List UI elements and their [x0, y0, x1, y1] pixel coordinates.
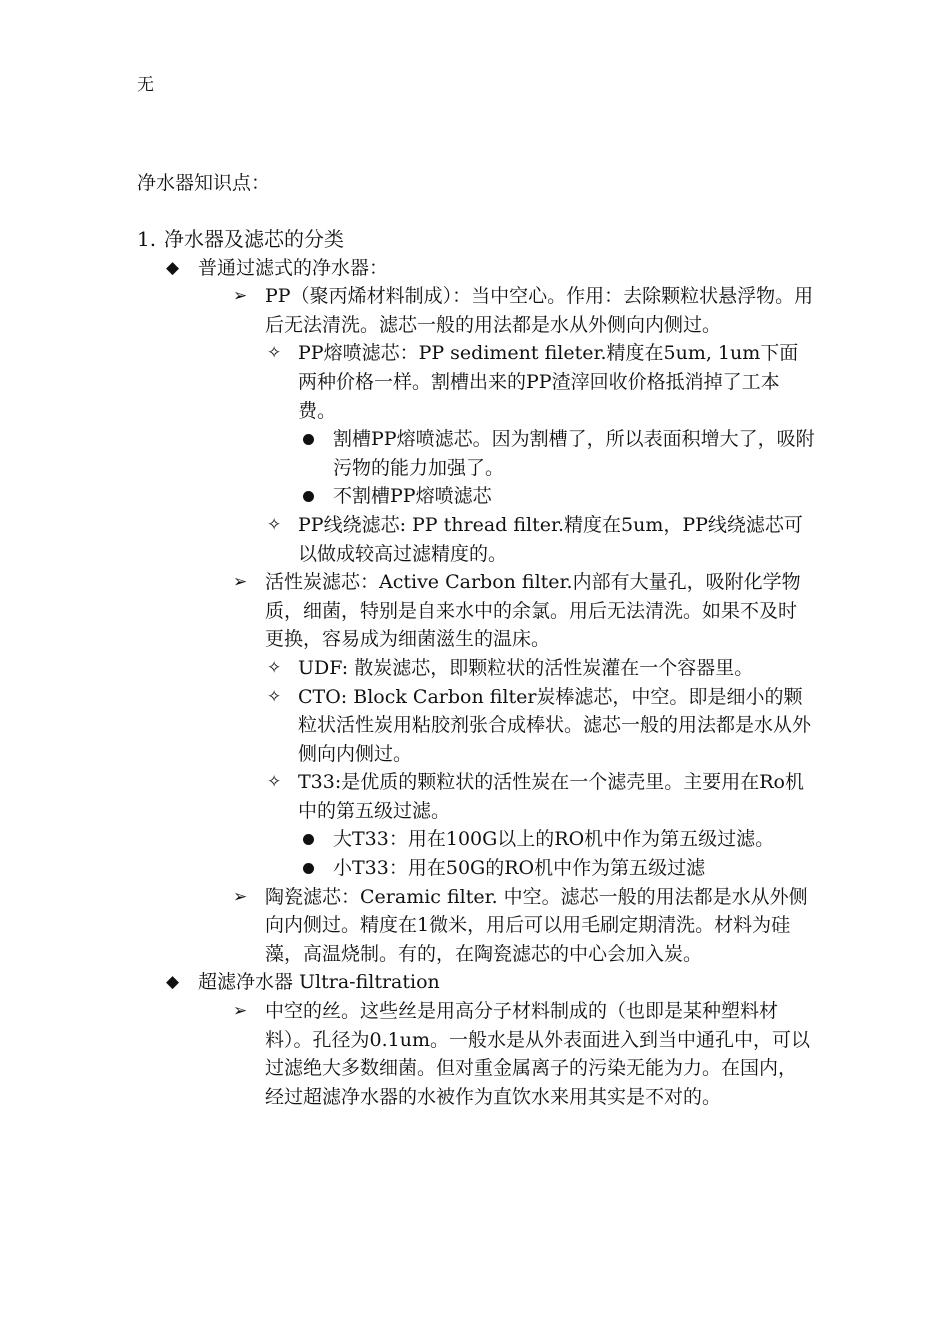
outline-item-text: UDF: 散炭滤芯，即颗粒状的活性炭灌在一个容器里。	[298, 656, 754, 679]
outline-item-text: 不割槽PP熔喷滤芯	[333, 485, 492, 508]
outline-item-level-2	[137, 997, 827, 1111]
four-point-star-bullet-icon: ✧	[267, 772, 282, 793]
outline-item-text: PP熔喷滤芯：PP sediment fileter.精度在5um, 1um下面两种价格一样。割槽出来的PP渣滓回收价格抵消掉了工本费。	[298, 342, 799, 422]
outline-item-level-1	[137, 968, 827, 997]
outline-item-level-3	[137, 768, 827, 825]
outline-item-text: CTO: Block Carbon filter炭棒滤芯，中空。即是细小的颗粒状活性炭用粘胶剂张合成棒状。滤芯一般的用法都是水从外侧向内侧过。	[298, 685, 812, 765]
outline-item-text: 净水器及滤芯的分类	[164, 227, 344, 251]
outline-item-text: 陶瓷滤芯：Ceramic filter. 中空。滤芯一般的用法都是水从外侧向内侧过。精度在1微米，用后可以用毛刷定期清洗。材料为硅藻，高温烧制。有的，在陶瓷滤芯的中心会加入炭。	[265, 885, 808, 965]
page-header: 无	[137, 75, 154, 95]
outline-item-text: PP（聚丙烯材料制成）：当中空心。作用：去除颗粒状悬浮物。用后无法清洗。滤芯一般的用法都是水从外侧向内侧过。	[265, 285, 814, 336]
outline-item-level-4	[137, 825, 827, 854]
outline-item-level-1	[137, 254, 827, 283]
round-bullet-icon	[303, 825, 314, 855]
outline-item-text: 普通过滤式的净水器：	[198, 256, 389, 279]
round-bullet-icon	[303, 425, 314, 455]
four-point-star-bullet-icon: ✧	[267, 657, 282, 678]
outline-item-level-3	[137, 511, 827, 568]
arrowhead-bullet-icon: ➢	[233, 1001, 248, 1022]
outline-list	[137, 225, 827, 1111]
outline-item-text: PP线绕滤芯: PP thread filter.精度在5um，PP线绕滤芯可以做成较高过滤精度的。	[298, 513, 803, 565]
round-bullet-icon	[303, 854, 314, 884]
list-number: 1.	[137, 227, 157, 251]
arrowhead-bullet-icon: ➢	[233, 286, 248, 307]
outline-item-level-2	[137, 568, 827, 654]
outline-item-text: 小T33：用在50G的RO机中作为第五级过滤	[333, 857, 706, 880]
document-title: 净水器知识点：	[137, 172, 271, 194]
outline-item-level-3	[137, 339, 827, 425]
round-bullet-icon	[303, 482, 314, 512]
arrowhead-bullet-icon: ➢	[233, 572, 248, 593]
outline-item-level-4	[137, 854, 827, 883]
outline-item-level-3	[137, 654, 827, 683]
arrowhead-bullet-icon: ➢	[233, 886, 248, 907]
diamond-bullet-icon: ◆	[166, 257, 180, 278]
numbered-heading	[137, 225, 827, 254]
outline-item-text: 中空的丝。这些丝是用高分子材料制成的（也即是某种塑料材料）。孔径为0.1um。一般水是从外表面进入到当中通孔中，可以过滤绝大多数细菌。但对重金属离子的污染无能为力。在国内，经过超滤净水器的水被作为直饮水来用其实是不对的。	[265, 1000, 810, 1108]
diamond-bullet-icon: ◆	[166, 972, 180, 993]
outline-item-text: T33:是优质的颗粒状的活性炭在一个滤壳里。主要用在Ro机中的第五级过滤。	[298, 771, 804, 822]
outline-item-level-2	[137, 282, 827, 339]
outline-item-text: 活性炭滤芯：Active Carbon filter.内部有大量孔，吸附化学物质，细菌，特别是自来水中的余氯。用后无法清洗。如果不及时更换，容易成为细菌滋生的温床。	[265, 571, 801, 651]
outline-item-text: 大T33：用在100G以上的RO机中作为第五级过滤。	[333, 828, 775, 851]
outline-item-text: 超滤净水器 Ultra-filtration	[198, 971, 440, 994]
outline-item-text: 割槽PP熔喷滤芯。因为割槽了，所以表面积增大了，吸附污物的能力加强了。	[333, 428, 815, 479]
four-point-star-bullet-icon: ✧	[267, 514, 282, 535]
outline-item-level-3	[137, 683, 827, 769]
outline-item-level-4	[137, 482, 827, 511]
four-point-star-bullet-icon: ✧	[267, 686, 282, 707]
four-point-star-bullet-icon: ✧	[267, 343, 282, 364]
outline-item-level-2	[137, 883, 827, 969]
outline-item-level-4	[137, 425, 827, 482]
